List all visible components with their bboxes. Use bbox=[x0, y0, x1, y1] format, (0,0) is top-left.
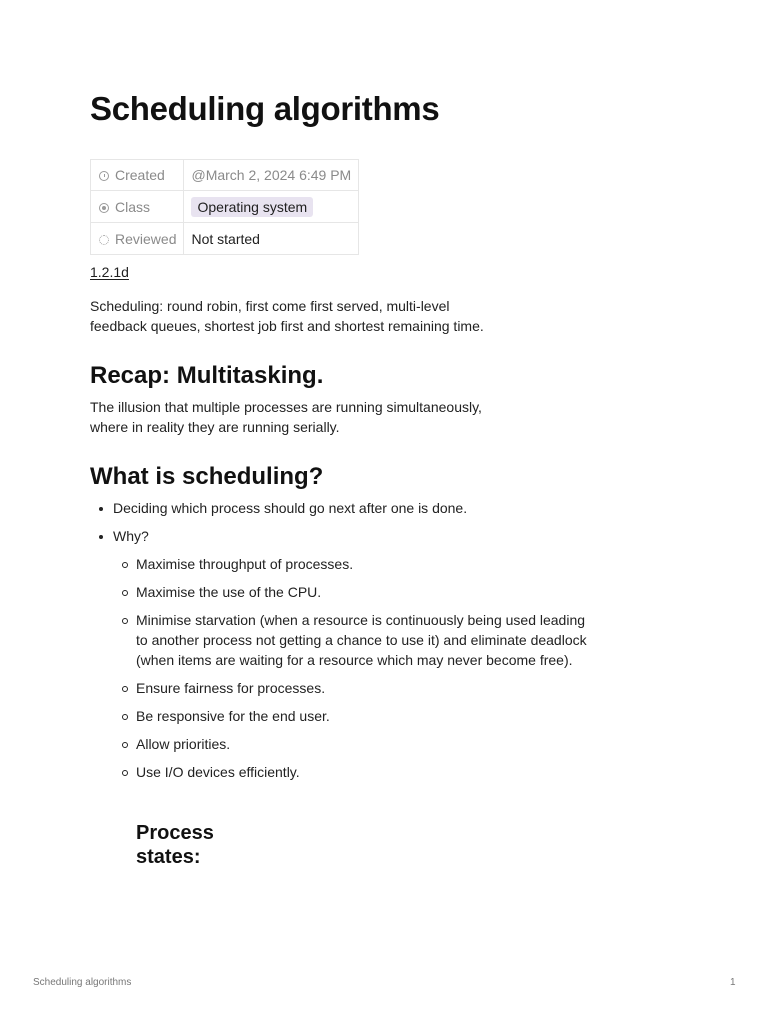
section-heading-recap: Recap: Multitasking. bbox=[90, 362, 324, 389]
list-item: Be responsive for the end user. bbox=[113, 706, 596, 726]
list-item: Why? Maximise throughput of processes. Maximise the use of the CPU. Minimise starvation (when a resource is continuously being used leading to another process not getting a chance to use it) and eliminate deadlock (when items are waiting for a resource which may never become free). Ensure fairness for processes. Be responsive for the end user. Allow priorities. Use I/O devices efficiently. bbox=[90, 526, 596, 782]
reviewed-status: Not started bbox=[184, 223, 359, 255]
section-heading-scheduling: What is scheduling? bbox=[90, 463, 324, 490]
property-value bbox=[184, 191, 359, 223]
recap-paragraph: The illusion that multiple processes are running simultaneously, where in reality they are running serially. bbox=[90, 399, 482, 435]
created-date: @March 2, 2024 6:49 PM bbox=[184, 160, 359, 191]
page-title: Scheduling algorithms bbox=[90, 90, 440, 127]
list-item: Deciding which process should go next after one is done. bbox=[90, 498, 596, 518]
list-item: Ensure fairness for processes. bbox=[113, 678, 596, 698]
status-icon bbox=[99, 235, 109, 245]
page-number: 1 bbox=[730, 977, 736, 988]
clock-icon bbox=[99, 171, 109, 181]
list-item: Use I/O devices efficiently. bbox=[113, 762, 596, 782]
property-key: Reviewed bbox=[91, 223, 184, 255]
property-key: Created bbox=[91, 160, 184, 191]
class-tag[interactable]: Operating system bbox=[191, 197, 313, 217]
list-item: Maximise the use of the CPU. bbox=[113, 582, 596, 602]
intro-paragraph: Scheduling: round robin, first come first served, multi-level feedback queues, shortest job first and shortest remaining time. bbox=[90, 298, 484, 334]
property-row-class bbox=[91, 191, 359, 223]
subheading-process-states: Process states: bbox=[136, 822, 214, 868]
footer-title: Scheduling algorithms bbox=[33, 977, 132, 988]
list-item: Minimise starvation (when a resource is continuously being used leading to another process not getting a chance to use it) and eliminate deadlock (when items are waiting for a resource which may never become free). bbox=[113, 610, 596, 670]
property-row-created bbox=[91, 160, 359, 191]
bullet-list bbox=[90, 498, 596, 790]
list-item: Allow priorities. bbox=[113, 734, 596, 754]
select-icon bbox=[99, 203, 109, 213]
sub-bullet-list bbox=[113, 554, 596, 782]
list-item: Maximise throughput of processes. bbox=[113, 554, 596, 574]
property-key: Class bbox=[91, 191, 184, 223]
property-row-reviewed bbox=[91, 223, 359, 255]
properties-table bbox=[90, 159, 359, 255]
spec-reference-link[interactable]: 1.2.1d bbox=[90, 264, 129, 280]
